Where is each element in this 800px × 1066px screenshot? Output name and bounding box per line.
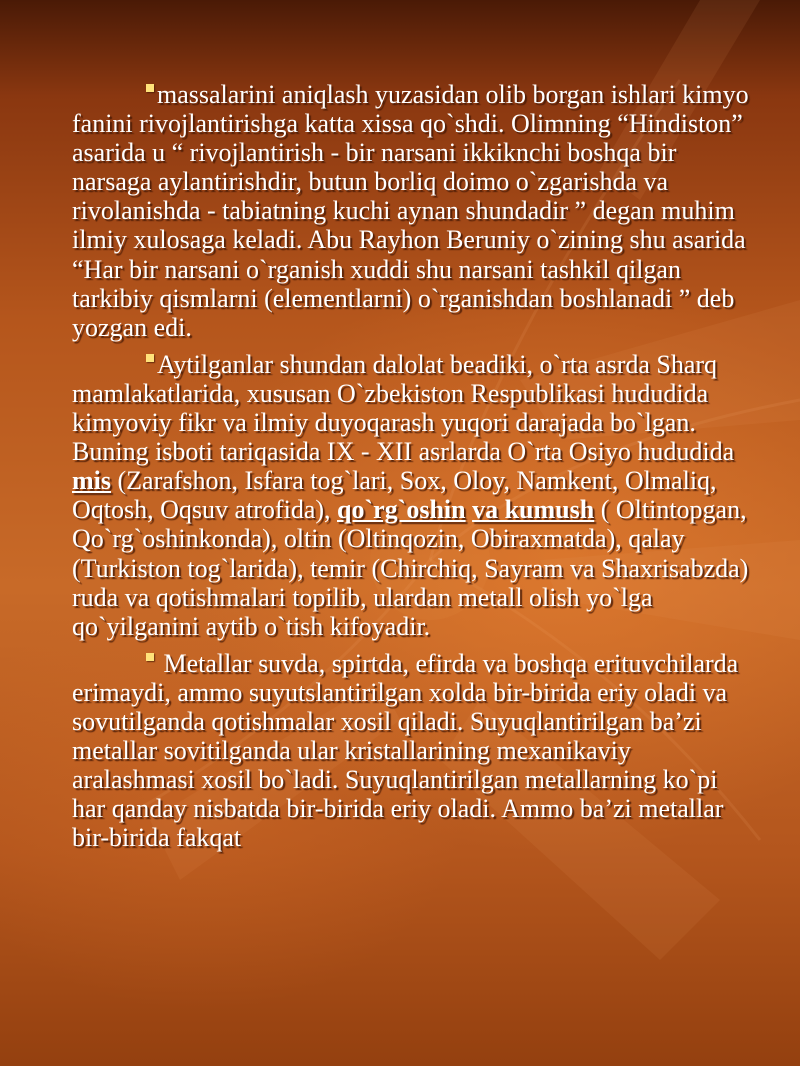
paragraph-2-text: ( Oltintopgan, Qo`rg`oshinkonda), oltin (Oltinqozin, Obiraxmatda), qalay (Turkiston tog`larida), temir (Chirchiq, Sayram va Shaxrisabzda) ruda va qotishmalari topilib, ulardan metall olish yo`lga qo`yilganini aytib o`tish kifoyadir. [72,495,749,641]
square-bullet-icon [146,84,154,92]
highlight-mis: mis [72,466,111,496]
paragraph-3 [72,649,754,853]
paragraph-1 [72,80,754,342]
paragraph-3-text: Metallar suvda, spirtda, efirda va boshqa erituvchilarda erimaydi, ammo suyutslantirilgan xolda bir-birida eriy oladi va sovutilganda qotishmalar xosil qiladi. Suyuqlantirilgan ba’zi metallar sovitilganda ular kristallarining mexanikaviy aralashmasi xosil bo`ladi. Suyuqlantirilgan metallarning ko`pi har qanday nisbatda bir-birida eriy oladi. Ammo ba’zi metallar bir-birida fakqat [72,648,739,853]
paragraph-2 [72,350,754,641]
square-bullet-icon [146,653,154,661]
square-bullet-icon [146,354,154,362]
paragraph-2-text: Aytilganlar shundan dalolat beadiki, o`rta asrda Sharq mamlakatlarida, xususan O`zbekiston Respublikasi hududida kimyoviy fikr va ilmiy duyoqarash yuqori darajada bo`lgan. Buning isboti tariqasida IX - XII asrlarda O`rta Osiyo hududida [72,349,735,467]
paragraph-2-text: (Zarafshon, Isfara tog`lari, Sox, Oloy, Namkent, Olmaliq, Oqtosh, Oqsuv atrofida), [72,466,717,525]
highlight-va-kumush: va kumush [472,495,595,525]
slide-content [72,80,754,860]
paragraph-1-text: massalarini aniqlash yuzasidan olib borgan ishlari kimyo fanini rivojlantirishga katta xissa qo`shdi. Olimning “Hindiston” asarida u “ rivojlantirish - bir narsani ikkiknchi boshqa bir narsaga aylantirishdir, butun borliq doimo o`zgarishda va rivolanishda - tabiatning kuchi aynan shundadir ” degan muhim ilmiy xulosaga keladi. Abu Rayhon Beruniy o`zining shu asarida “Har bir narsani o`rganish xuddi shu narsani tashkil qilgan tarkibiy qismlarni (elementlarni) o`rganishdan boshlanadi ” deb yozgan edi. [72,80,749,342]
highlight-qorgoshin: qo`rg`oshin [337,495,466,525]
